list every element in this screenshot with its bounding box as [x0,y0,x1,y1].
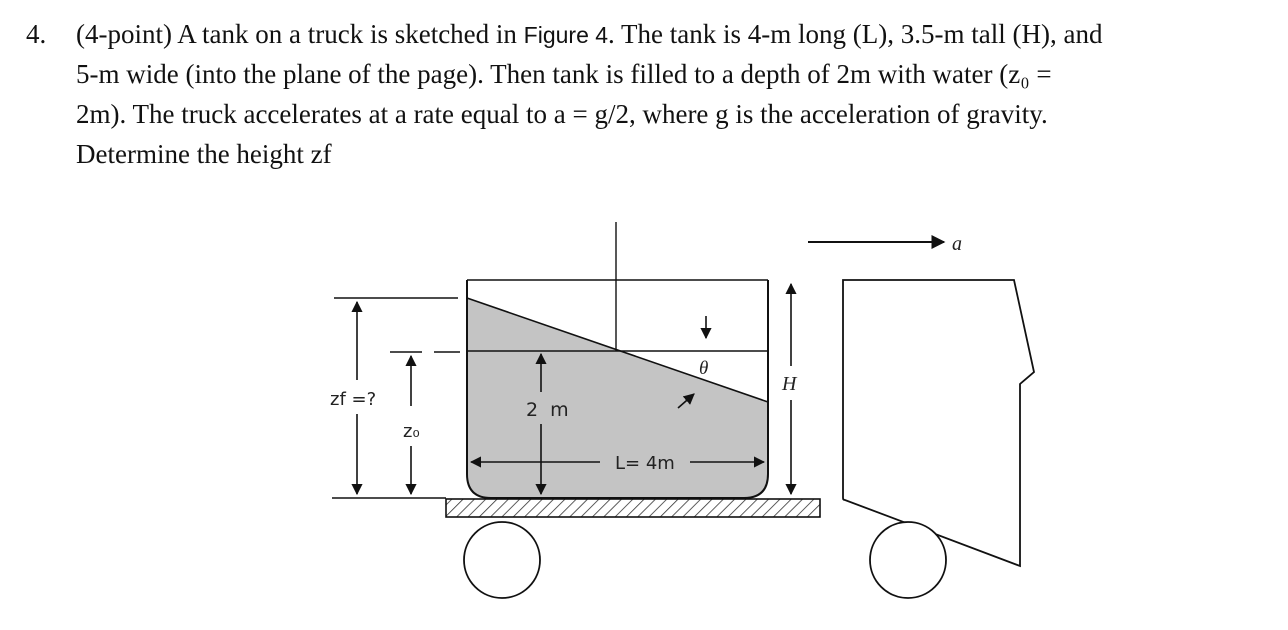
problem-line-4: Determine the height zf [76,139,332,169]
problem-line-1-a: (4-point) A tank on a truck is sketched in [76,19,524,49]
problem-line-1-b: . The tank is 4-m long (L), 3.5-m tall (H), and [608,19,1103,49]
z0-label: z₀ [403,421,420,442]
problem-line-3: 2m). The truck accelerates at a rate equal to a = g/2, where g is the acceleration of gravity. [76,99,1048,129]
problem-line-2: 5-m wide (into the plane of the page). Then tank is filled to a depth of 2m with water (z₀ = [76,59,1052,89]
height-label: H [782,373,797,395]
acceleration-label: a [952,233,962,255]
zf-label: zf =? [330,389,377,410]
rear-wheel [464,522,540,598]
figure-reference: Figure 4 [523,22,609,48]
truck-cab [843,280,1034,566]
front-wheel [870,522,946,598]
problem-number: 4. [26,19,47,49]
depth-label: 2 m [526,399,569,421]
theta-label: θ [699,358,709,379]
truck-bed [446,499,820,517]
length-label: L= 4m [615,453,675,474]
